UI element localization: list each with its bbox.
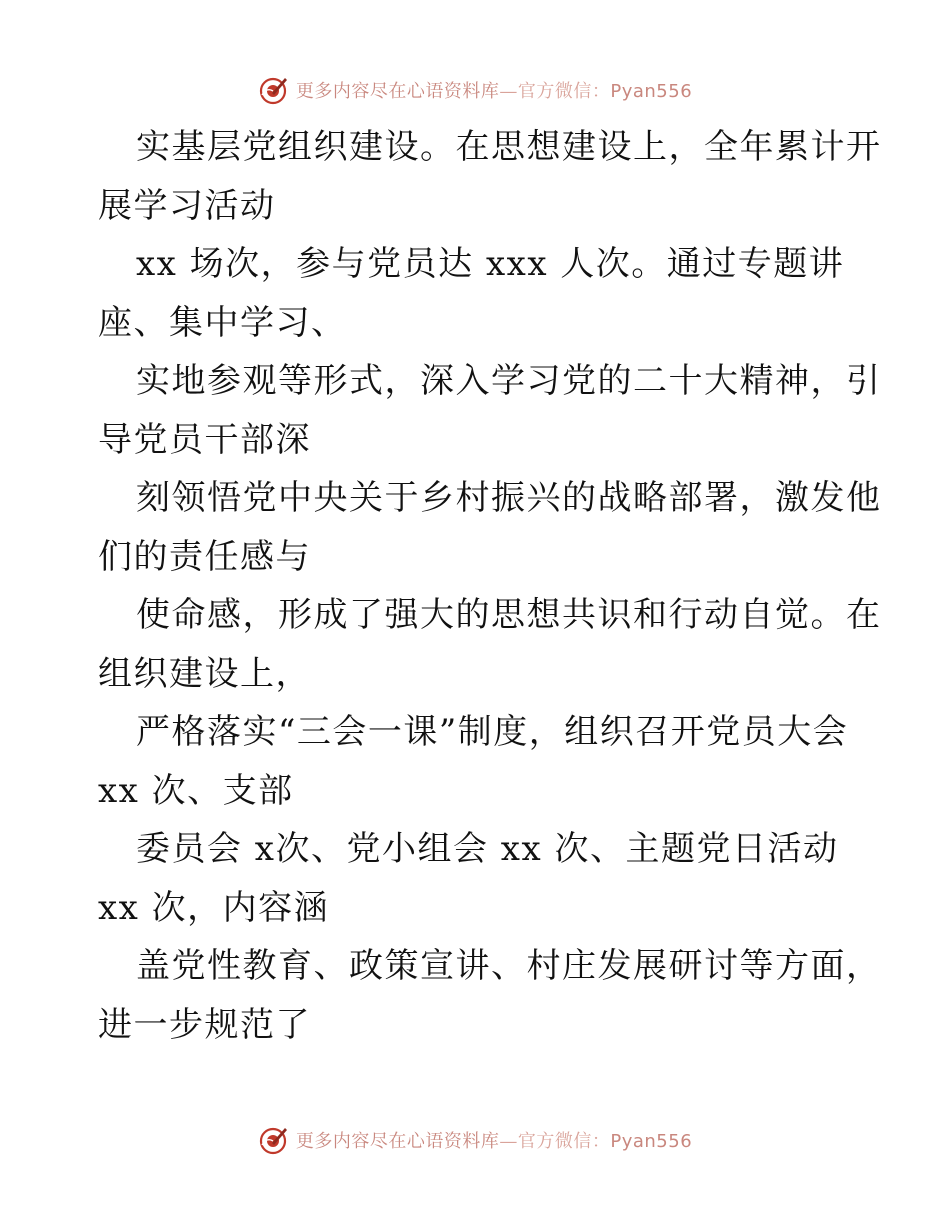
body-line: xx 次，内容涵 — [98, 887, 330, 928]
watermark-separator: — — [499, 1131, 518, 1152]
body-line: 座、集中学习、 — [98, 302, 347, 343]
quill-logo-icon — [258, 74, 290, 106]
watermark-wechat-label: 官方微信： — [517, 81, 611, 102]
body-line: 导党员干部深 — [98, 419, 311, 460]
watermark-brand: 更多内容尽在心语资料库 — [295, 81, 500, 102]
quill-logo-icon — [258, 1124, 290, 1156]
body-line: 实地参观等形式，深入学习党的二十大精神，引 — [136, 361, 882, 401]
body-line: xx 次、支部 — [98, 770, 294, 811]
header-watermark — [0, 70, 950, 110]
watermark-brand: 更多内容尽在心语资料库 — [295, 1131, 500, 1152]
watermark-text — [296, 1127, 692, 1153]
body-line: xx 场次，参与党员达 xxx 人次。通过专题讲 — [136, 244, 845, 284]
footer-watermark — [0, 1120, 950, 1160]
document-body — [98, 118, 882, 1054]
body-line: 严格落实“三会一课”制度，组织召开党员大会 — [136, 712, 849, 752]
body-line: 实基层党组织建设。在思想建设上，全年累计开 — [136, 127, 882, 167]
watermark-wechat-id: Pyan556 — [610, 1131, 693, 1152]
watermark-text — [296, 77, 692, 103]
body-line: 刻领悟党中央关于乡村振兴的战略部署，激发他 — [136, 478, 882, 518]
body-line: 组织建设上， — [98, 653, 311, 694]
watermark-wechat-label: 官方微信： — [517, 1131, 611, 1152]
body-line: 进一步规范了 — [98, 1004, 311, 1045]
body-line: 委员会 x次、党小组会 xx 次、主题党日活动 — [136, 829, 839, 869]
body-line: 使命感，形成了强大的思想共识和行动自觉。在 — [136, 595, 882, 635]
watermark-separator: — — [499, 81, 518, 102]
body-line: 盖党性教育、政策宣讲、村庄发展研讨等方面， — [136, 946, 882, 986]
body-line: 们的责任感与 — [98, 536, 311, 577]
watermark-wechat-id: Pyan556 — [610, 81, 693, 102]
body-line: 展学习活动 — [98, 185, 276, 226]
